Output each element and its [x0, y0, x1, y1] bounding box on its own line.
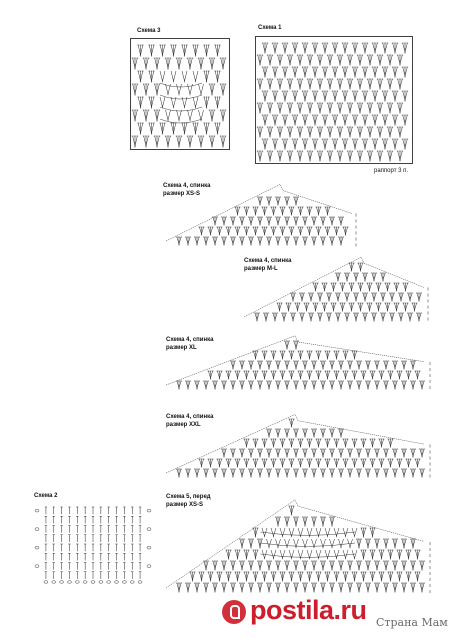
scheme5-xs-s-diagram	[166, 490, 436, 594]
scheme4-xxl-diagram	[166, 410, 436, 479]
scheme4-xl-title-2: размер XL	[166, 345, 197, 351]
scheme4-xs-s-title-2: размер XS-S	[163, 191, 201, 197]
scheme5-xs-s-title-1: Схема 5, перед	[166, 494, 211, 500]
scheme4-xl-diagram	[166, 333, 436, 391]
scheme3-diagram	[130, 38, 230, 150]
scheme3-title: Схема 3	[137, 28, 161, 34]
scheme1-title: Схема 1	[258, 25, 282, 31]
scheme4-xl-title-1: Схема 4, спинка	[166, 337, 214, 343]
scheme4-xs-s-title-1: Схема 4, спинка	[163, 183, 211, 189]
postila-logo-icon	[222, 600, 246, 624]
watermark-site: Страна Мам	[376, 616, 448, 629]
scheme2-title: Схема 2	[34, 493, 58, 499]
scheme2-diagram	[34, 502, 152, 584]
scheme4-xxl-title-2: размер XXL	[166, 422, 201, 428]
scheme4-m-l-title-2: размер M-L	[244, 266, 278, 272]
scheme5-xs-s-title-2: размер XS-S	[166, 502, 204, 508]
scheme1-rapport: раппорт 3 п.	[374, 168, 409, 174]
watermark-brand: postila.ru	[250, 595, 367, 625]
scheme4-xxl-title-1: Схема 4, спинка	[166, 414, 214, 420]
scheme1-diagram	[255, 36, 413, 164]
scheme4-m-l-title-1: Схема 4, спинка	[244, 258, 292, 264]
scheme4-xs-s-diagram	[166, 180, 362, 247]
scheme4-m-l-diagram	[244, 252, 434, 323]
